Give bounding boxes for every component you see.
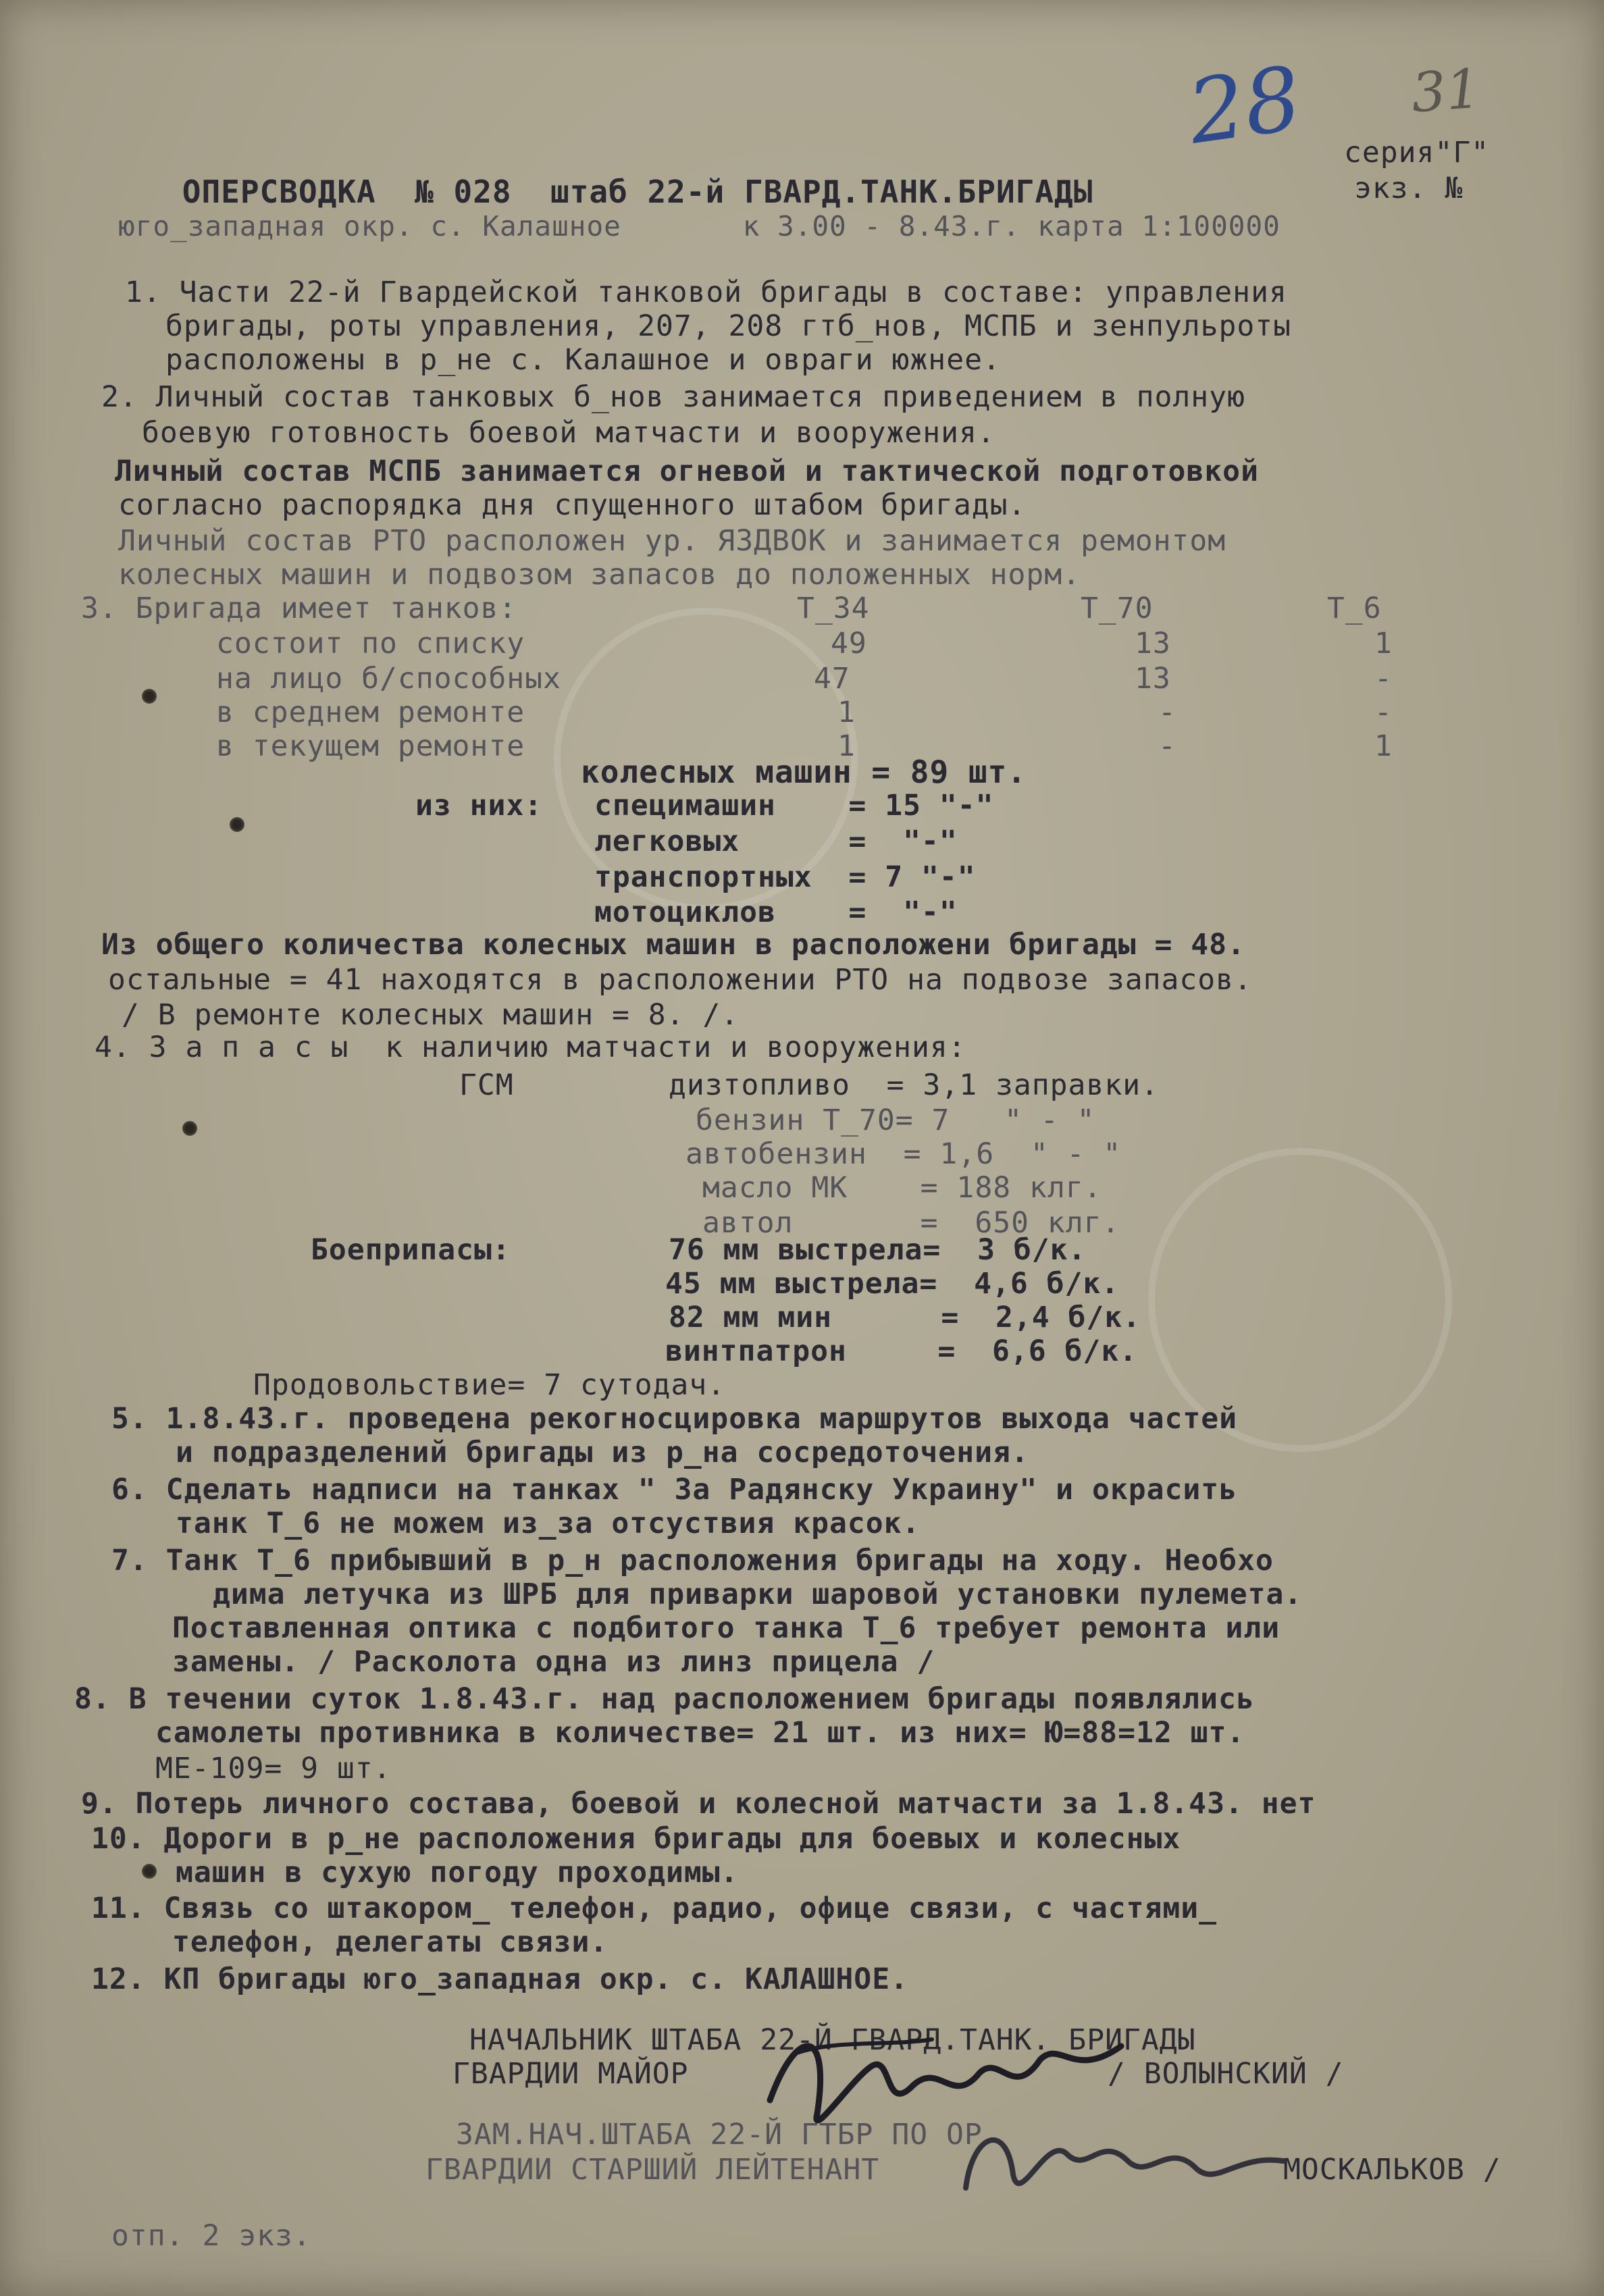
tank-row-label: на лицо б/способных [216,662,561,696]
body-line: боевую готовность боевой матчасти и вооружения. [142,416,995,450]
item-line: 7. Танк Т_6 прибывший в р_н расположения бригады на ходу. Необхо [111,1544,1274,1577]
item-line: МЕ-109= 9 шт. [155,1752,392,1785]
tank-row-label: состоит по списку [216,627,525,660]
body-line: бригады, роты управления, 207, 208 гтб_нов, МСПБ и зенпульроты [165,309,1292,343]
item-line: машин в сухую погоду проходимы. [176,1856,739,1889]
vehicles-note: Из общего количества колесных машин в расположени бригады = 48. [101,928,1245,962]
item-line: самолеты противника в количестве= 21 шт. из них= Ю=88=12 шт. [155,1716,1245,1750]
punch-hole [142,1864,157,1879]
item-line: и подразделений бригады из р_на сосредоточения. [176,1436,1029,1469]
series-mark: серия"Г" [1344,136,1490,169]
item-line: 5. 1.8.43.г. проведена рекогносцировка маршрутов выхода частей [111,1402,1238,1436]
tank-value: 1 [837,729,856,763]
ammo-row: 45 мм выстрела= 4,6 б/к. [665,1267,1120,1301]
vehicles-total: колесных машин = 89 шт. [581,754,1027,790]
gsm-row: дизтопливо = 3,1 заправки. [669,1068,1159,1102]
item-line: 10. Дороги в р_не расположения бригады для боевых и колесных [91,1822,1181,1856]
deputy-rank: ГВАРДИИ СТАРШИЙ ЛЕЙТЕНАНТ [425,2153,880,2187]
ammo-row: винтпатрон = 6,6 б/к. [665,1334,1138,1368]
vehicles-note: остальные = 41 находятся в расположении РТО на подвозе запасов. [108,963,1252,997]
chief-name: / ВОЛЫНСКИЙ / [1108,2057,1344,2091]
item-line: 6. Сделать надписи на танках " За Радянску Украину" и окрасить [111,1473,1238,1507]
body-line: 1. Части 22-й Гвардейской танковой бригады в составе: управления [125,276,1287,309]
tank-col-header: Т_34 [797,592,870,625]
tank-col-header: Т_70 [1081,592,1154,625]
copy-mark: экз. № [1354,172,1464,205]
ammo-label: Боеприпасы: [311,1233,511,1267]
handwritten-number-pencil: 31 [1409,57,1482,125]
vehicle-row: мотоциклов = "-" [594,895,958,929]
tank-col-header: Т_6 [1327,592,1382,625]
vehicles-note: / В ремонте колесных машин = 8. /. [122,998,740,1032]
body-line: Личный состав МСПБ занимается огневой и тактической подготовкой [115,454,1259,488]
item-line: телефон, делегаты связи. [172,1925,609,1959]
tank-value: 1 [1374,627,1393,660]
handwritten-number-blue: 28 [1182,47,1308,164]
item-line: танк Т_6 не можем из_за отсуствия красок. [176,1507,921,1540]
gsm-row: автол = 650 клг. [702,1206,1120,1240]
item-line: замены. / Расколота одна из линз прицела / [172,1645,935,1679]
tank-value: - [1158,729,1176,763]
title-right: штаб 22-й ГВАРД.ТАНК.БРИГАДЫ [550,174,1093,210]
tank-row-label: в текущем ремонте [216,729,525,763]
item-line: 9. Потерь личного состава, боевой и колесной матчасти за 1.8.43. нет [81,1787,1316,1821]
body-line: Личный состав РТО расположен ур. ЯЗДВОК и занимается ремонтом [118,524,1226,558]
chief-title: НАЧАЛЬНИК ШТАБА 22-Й ГВАРД.ТАНК. БРИГАДЫ [469,2023,1196,2057]
body-line: колесных машин и подвозом запасов до положенных норм. [118,558,1081,592]
body-line: расположены в р_не с. Калашное и овраги южнее. [165,343,1001,377]
punch-hole [142,689,157,704]
tank-value: 49 [831,627,867,660]
deputy-name: МОСКАЛЬКОВ / [1283,2153,1501,2187]
chief-rank: ГВАРДИИ МАЙОР [452,2057,689,2091]
deputy-signature [946,2093,1297,2228]
body-line: согласно распорядка дня спущенного штабом бригады. [118,488,1027,522]
tank-value: - [1158,696,1176,729]
supplies-intro: 4. З а п а с ы к наличию матчасти и вооружения: [95,1030,966,1064]
tank-value: - [1374,662,1393,696]
vehicle-row: легковых = "-" [594,825,958,858]
vehicle-row: специмашин = 15 "-" [594,789,994,823]
title-number: № 028 [415,174,512,210]
tank-value: 1 [837,696,856,729]
punch-hole [182,1121,197,1136]
title-left: ОПЕРСВОДКА [182,174,376,210]
gsm-label: ГСМ [459,1068,514,1102]
ammo-row: 82 мм мин = 2,4 б/к. [669,1301,1141,1334]
tank-value: 47 [814,662,850,696]
gsm-row: автобензин = 1,6 " - " [685,1137,1122,1171]
ammo-row: 76 мм выстрела= 3 б/к. [669,1233,1087,1267]
footer-copies: отп. 2 экз. [111,2219,311,2253]
tanks-intro: 3. Бригада имеет танков: [81,592,517,625]
punch-hole [230,817,244,832]
tank-value: 13 [1135,662,1171,696]
tank-value: 1 [1374,729,1393,763]
item-line: 11. Связь со штакором_ телефон, радио, офице связи, с частями_ [91,1891,1218,1925]
vehicles-of-them: из них: [415,789,543,823]
body-line: 2. Личный состав танковых б_нов занимается приведением в полную [101,380,1245,414]
tank-row-label: в среднем ремонте [216,696,525,729]
vehicle-row: транспортных = 7 "-" [594,860,976,894]
gsm-row: масло МК = 188 клг. [702,1171,1102,1205]
tank-value: - [1374,696,1393,729]
item-line: Поставленная оптика с подбитого танка Т_6 требует ремонта или [172,1611,1280,1645]
gsm-row: бензин Т_70= 7 " - " [696,1103,1095,1137]
food-line: Продовольствие= 7 сутодач. [253,1368,726,1402]
tank-value: 13 [1135,627,1171,660]
item-line: дима летучка из ШРБ для приварки шаровой установки пулемета. [213,1577,1303,1611]
location-line: юго_западная окр. с. Калашное к 3.00 - 8.43.г. карта 1:100000 [118,210,1280,242]
deputy-title: ЗАМ.НАЧ.ШТАБА 22-Й ГТБР ПО ОР [456,2118,983,2151]
item-line: 12. КП бригады юго_западная окр. с. КАЛАШНОЕ. [91,1962,908,1996]
item-line: 8. В течении суток 1.8.43.г. над расположением бригады появлялись [74,1682,1255,1716]
